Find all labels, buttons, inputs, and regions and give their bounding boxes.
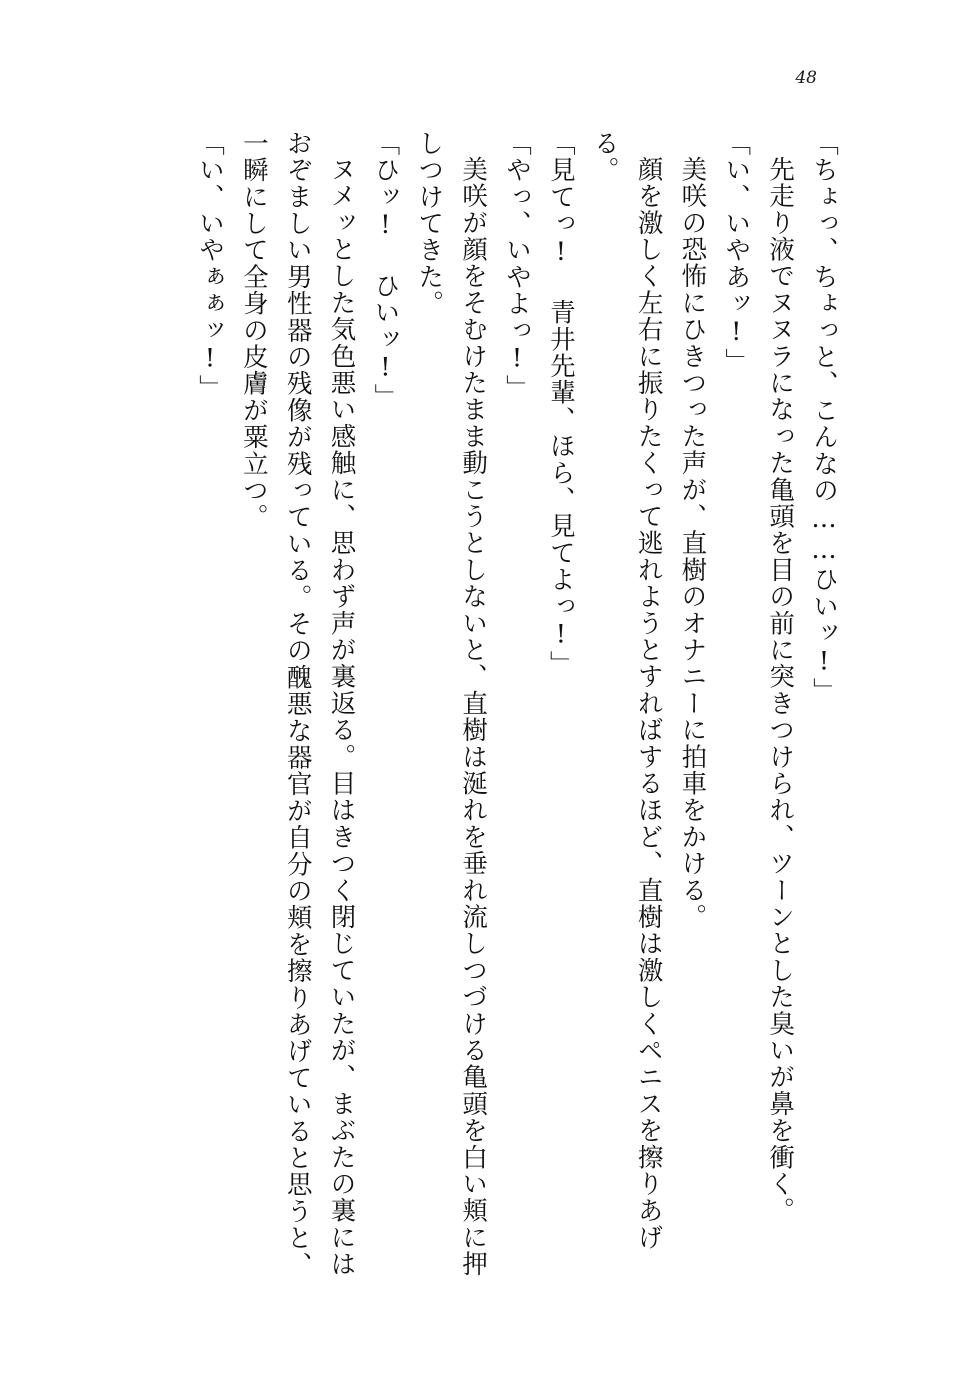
text-line: 美咲の恐怖にひきつった声が、直樹のオナニーに拍車をかける。 bbox=[677, 155, 708, 930]
text-line: 「ひッ! ひいッ!」 bbox=[370, 130, 401, 411]
page-number: 48 bbox=[795, 68, 817, 88]
text-line: 「やっ、いやよっ!」 bbox=[501, 130, 532, 402]
text-line: 「い、いやぁぁッ!」 bbox=[194, 130, 225, 402]
text-line: 美咲が顔をそむけたまま動こうとしないと、直樹は涎れを垂れ流しつづける亀頭を白い頬に押しつけてきた。 bbox=[414, 130, 489, 1277]
text-line: 「ちょっ、ちょっと、こんなの……ひいッ!」 bbox=[809, 130, 839, 705]
text-line: 顔を激しく左右に振りたくって逃れようとすればするほど、直樹は激しくペニスを擦りあげる。 bbox=[589, 130, 664, 1251]
text-line: 先走り液でヌヌラになった亀頭を目の前に突きつけられ、ツーンとした臭いが鼻を衝く。 bbox=[765, 155, 796, 1224]
text-line: ヌメッとした気色悪い感触に、思わず声が裏返る。目はきつく閉じていたが、まぶたの裏にはおぞましい男性器の残像が残っている。その醜悪な器官が自分の頬を擦りあげていると思うと、一瞬にして全身の皮膚が粟立つ。 bbox=[238, 130, 357, 1279]
text-line: 「い、いやあッ!」 bbox=[721, 130, 752, 375]
text-line: 「見てっ! 青井先輩、ほら、見てよっ!」 bbox=[545, 130, 576, 678]
page-body-text bbox=[85, 130, 845, 1280]
